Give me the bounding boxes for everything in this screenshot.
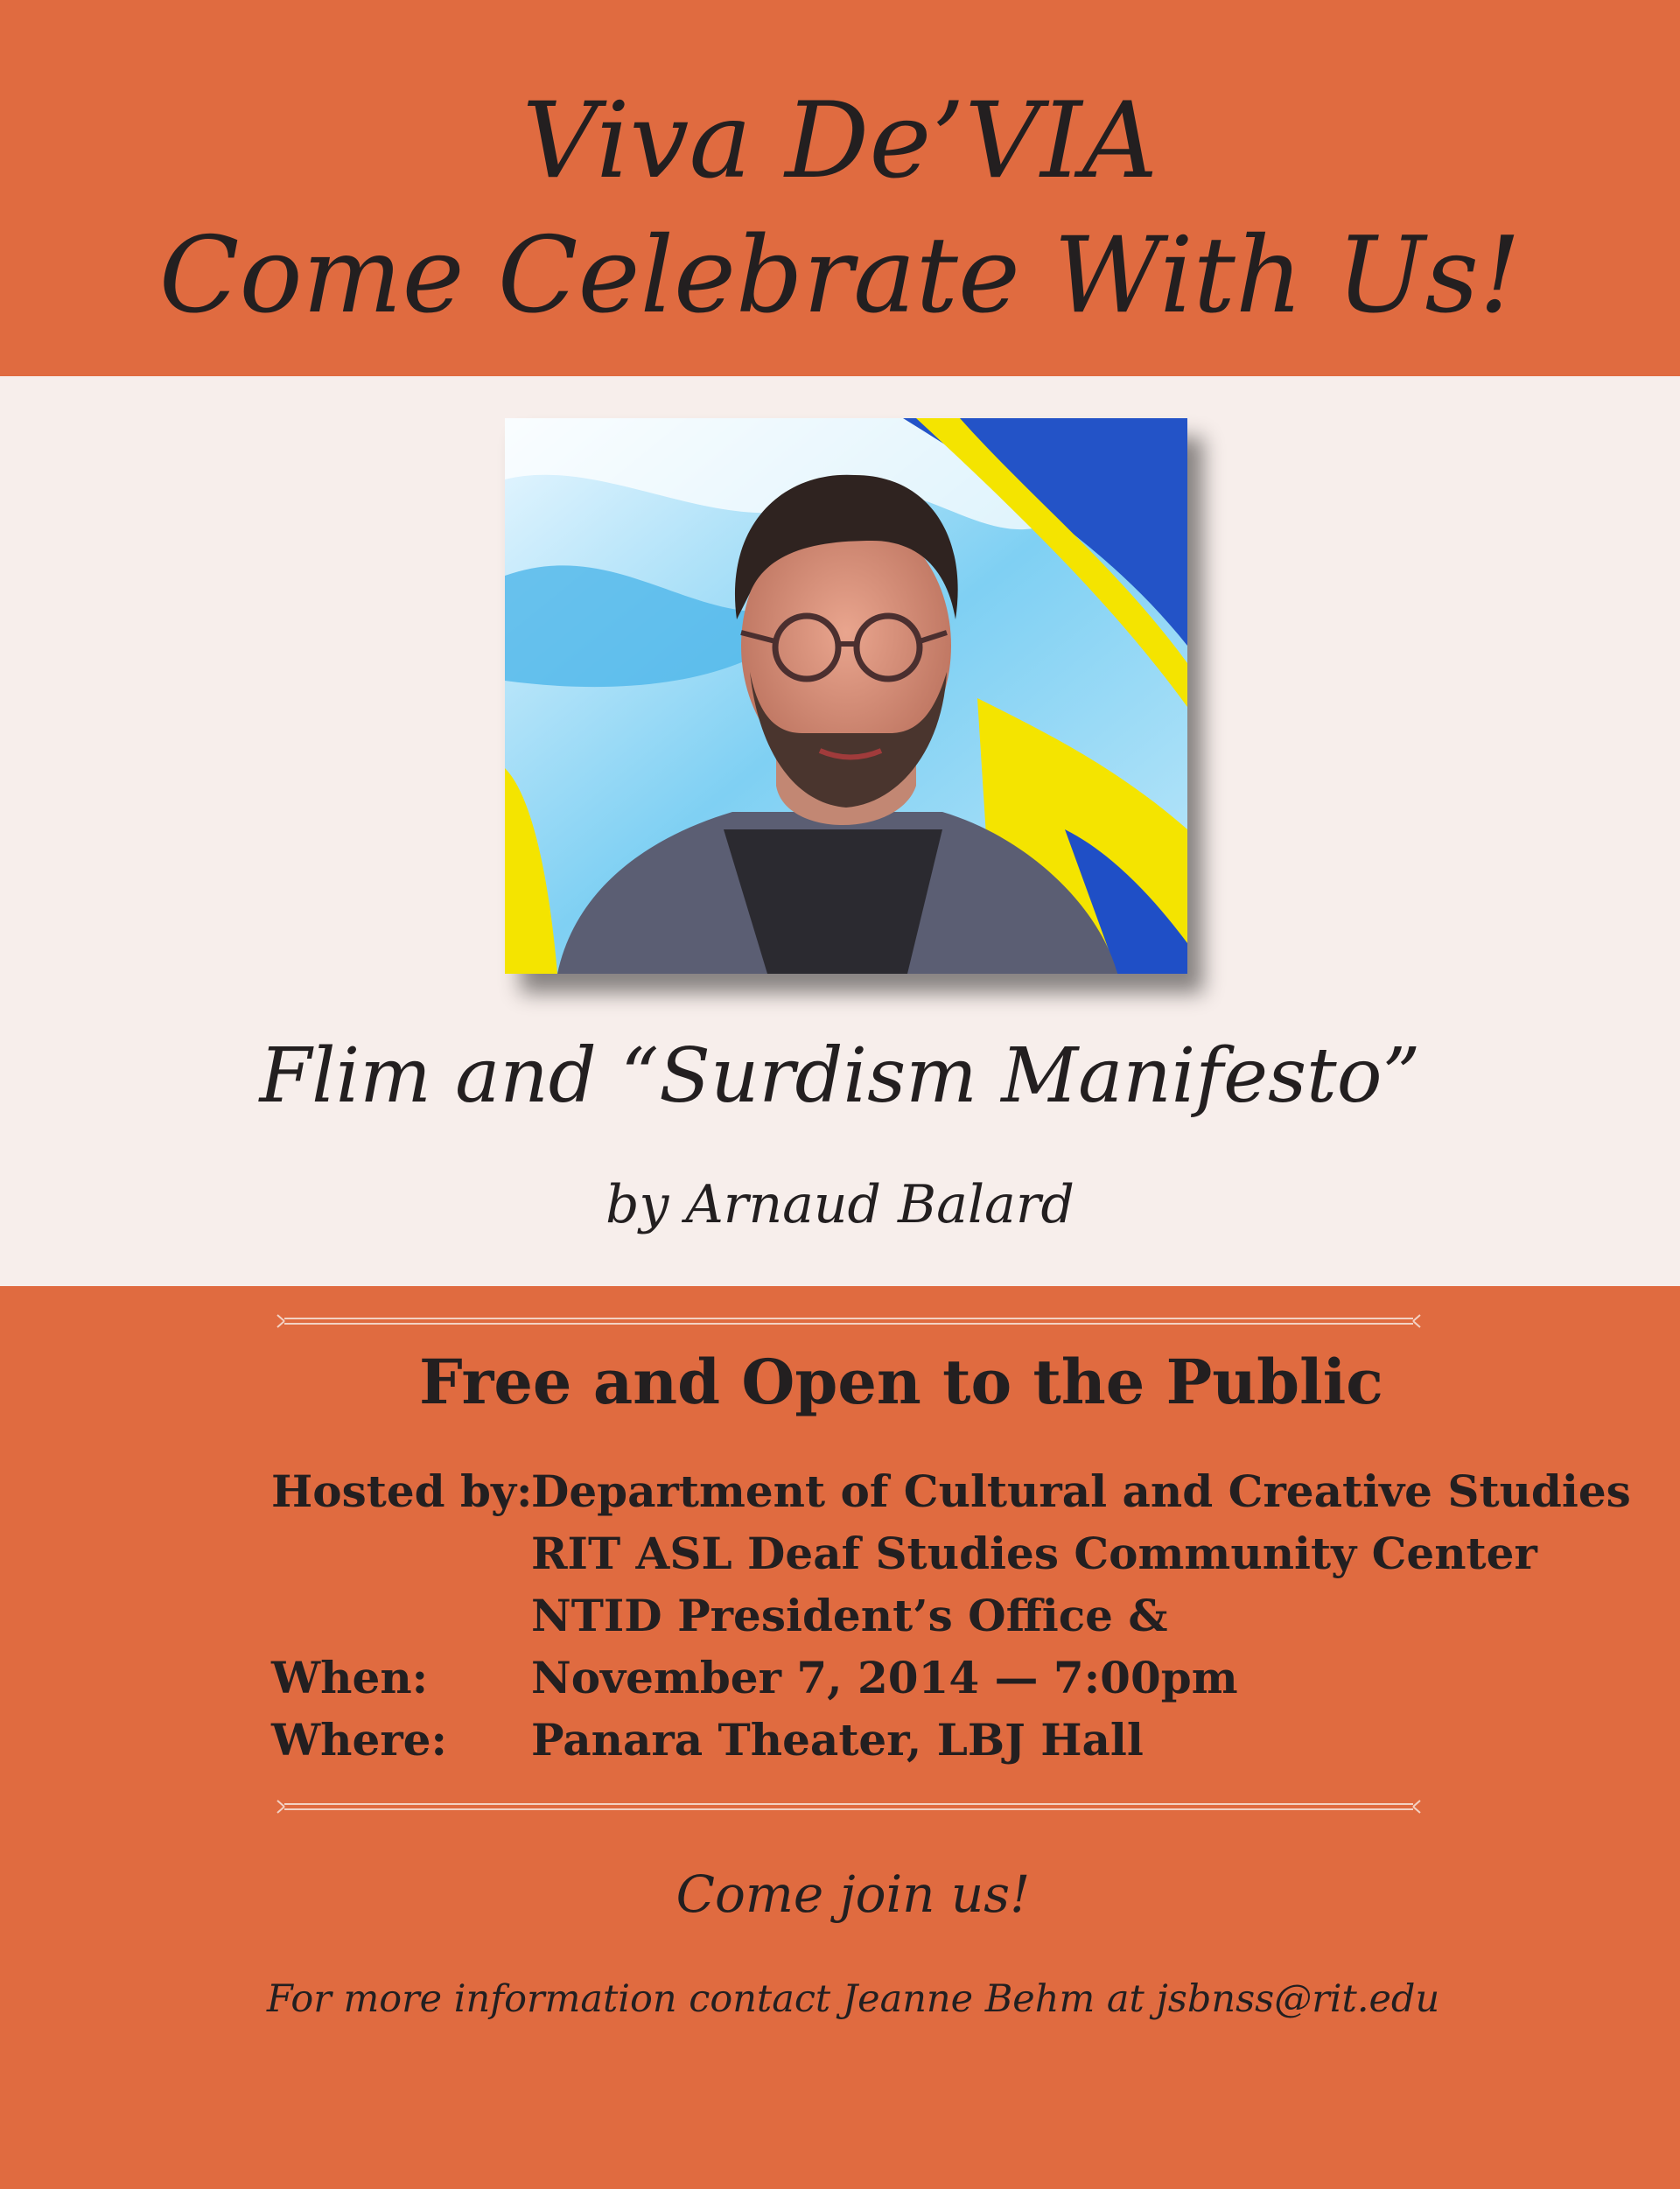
header-band (0, 0, 1680, 376)
host-line: RIT ASL Deaf Studies Community Center (531, 1528, 1537, 1579)
title-celebrate: Come Celebrate With Us! (158, 215, 1522, 337)
where-value: Panara Theater, LBJ Hall (531, 1714, 1144, 1766)
byline: by Arnaud Balard (606, 1174, 1074, 1235)
come-join-text: Come join us! (676, 1864, 1031, 1924)
when-label: When: (271, 1652, 429, 1703)
free-public-heading: Free and Open to the Public (419, 1346, 1383, 1418)
where-label: Where: (271, 1714, 447, 1766)
speaker-portrait (505, 418, 1187, 974)
top-divider (276, 1312, 1422, 1330)
hosted-by-label: Hosted by: (271, 1465, 533, 1517)
bottom-divider (276, 1798, 1422, 1815)
host-line: Department of Cultural and Creative Studies (531, 1465, 1631, 1517)
when-value: November 7, 2014 — 7:00pm (531, 1652, 1238, 1703)
host-line: NTID President’s Office & (531, 1590, 1168, 1641)
film-title: Flim and “Surdism Manifesto” (259, 1032, 1421, 1120)
portrait-illustration (505, 418, 1187, 974)
contact-info: For more information contact Jeanne Behm at jsbnss@rit.edu (266, 1977, 1440, 2021)
title-viva-devia: Viva De’VIA (522, 80, 1158, 202)
